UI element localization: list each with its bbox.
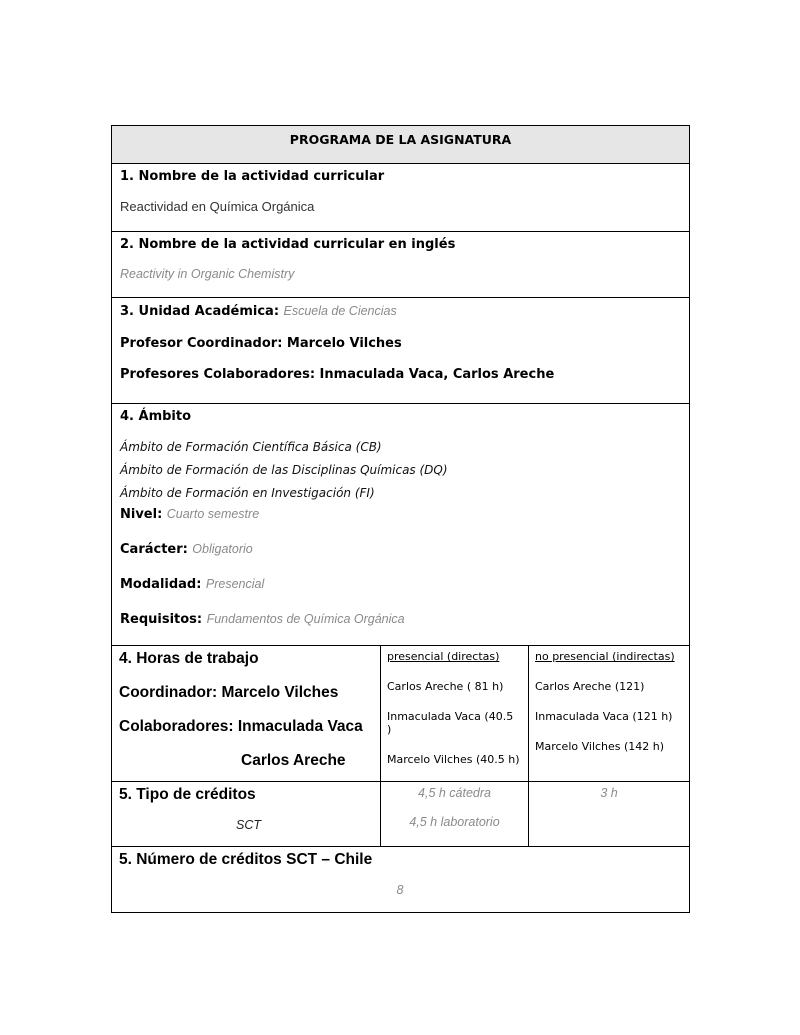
no-presencial-item: Marcelo Vilches (142 h): [535, 740, 665, 753]
requisitos: [120, 610, 681, 628]
creditos-tipo: SCT: [236, 818, 261, 832]
caracter-value: Obligatorio: [192, 542, 253, 556]
presencial-header: presencial (directas): [387, 650, 500, 663]
requisitos-value: Fundamentos de Química Orgánica: [206, 612, 405, 626]
creditos-laboratorio: 4,5 h laboratorio: [409, 815, 500, 829]
nivel-value: Cuarto semestre: [166, 507, 260, 521]
header-row: [112, 126, 690, 164]
course-name-english: Reactivity in Organic Chemistry: [120, 267, 295, 281]
program-table: [111, 125, 690, 913]
no-presencial-item: Carlos Areche (121): [535, 680, 645, 693]
requisitos-label: Requisitos:: [120, 612, 203, 627]
presencial-item: Carlos Areche ( 81 h): [387, 680, 504, 693]
modalidad-label: Modalidad:: [120, 577, 202, 592]
no-presencial-item: Inmaculada Vaca (121 h): [535, 710, 673, 723]
no-presencial-header: no presencial (indirectas): [535, 650, 675, 663]
presencial-item: Inmaculada Vaca (40.5 ): [387, 710, 514, 736]
section-1-row: [112, 164, 690, 232]
nivel-label: Nivel:: [120, 507, 163, 522]
modalidad: [120, 575, 681, 593]
section-3-row: [112, 298, 690, 404]
creditos-catedra: 4,5 h cátedra: [418, 786, 491, 800]
creditos-no-presencial: 3 h: [600, 786, 618, 800]
numero-creditos-row: [112, 847, 690, 913]
modalidad-value: Presencial: [205, 577, 265, 591]
numero-creditos-value: 8: [396, 883, 404, 897]
horas-coordinador: Coordinador: Marcelo Vilches: [119, 684, 339, 701]
unidad-label: 3. Unidad Académica:: [120, 304, 280, 319]
ambito-item: Ámbito de Formación en Investigación (FI): [120, 486, 375, 500]
horas-title: 4. Horas de trabajo: [119, 650, 259, 667]
unidad-value: Escuela de Ciencias: [283, 304, 397, 318]
caracter: [120, 540, 681, 558]
nivel: [120, 505, 681, 523]
section-2-title: 2. Nombre de la actividad curricular en inglés: [120, 237, 456, 252]
course-name: Reactividad en Química Orgánica: [120, 199, 315, 214]
program-title: PROGRAMA DE LA ASIGNATURA: [112, 126, 690, 164]
section-4-row: [112, 404, 690, 646]
ambito-item: Ámbito de Formación Científica Básica (CB): [120, 440, 382, 454]
horas-row: [112, 646, 690, 782]
section-2-row: [112, 232, 690, 298]
numero-creditos-title: 5. Número de créditos SCT – Chile: [119, 851, 373, 868]
section-1-title: 1. Nombre de la actividad curricular: [120, 169, 385, 184]
unidad-academica: [120, 302, 681, 320]
creditos-title: 5. Tipo de créditos: [119, 786, 256, 803]
creditos-row: [112, 782, 690, 847]
presencial-item: Marcelo Vilches (40.5 h): [387, 753, 520, 766]
profesores-colaboradores: Profesores Colaboradores: Inmaculada Vaca, Carlos Areche: [120, 367, 555, 382]
profesor-coordinador: Profesor Coordinador: Marcelo Vilches: [120, 336, 402, 351]
course-program-document: [111, 125, 689, 913]
ambito-item: Ámbito de Formación de las Disciplinas Químicas (DQ): [120, 463, 448, 477]
horas-colaborador-2: Carlos Areche: [241, 752, 346, 769]
section-4-title: 4. Ámbito: [120, 409, 192, 424]
ambito-list: [120, 436, 681, 505]
horas-colaboradores: Colaboradores: Inmaculada Vaca: [119, 718, 363, 735]
caracter-label: Carácter:: [120, 542, 188, 557]
